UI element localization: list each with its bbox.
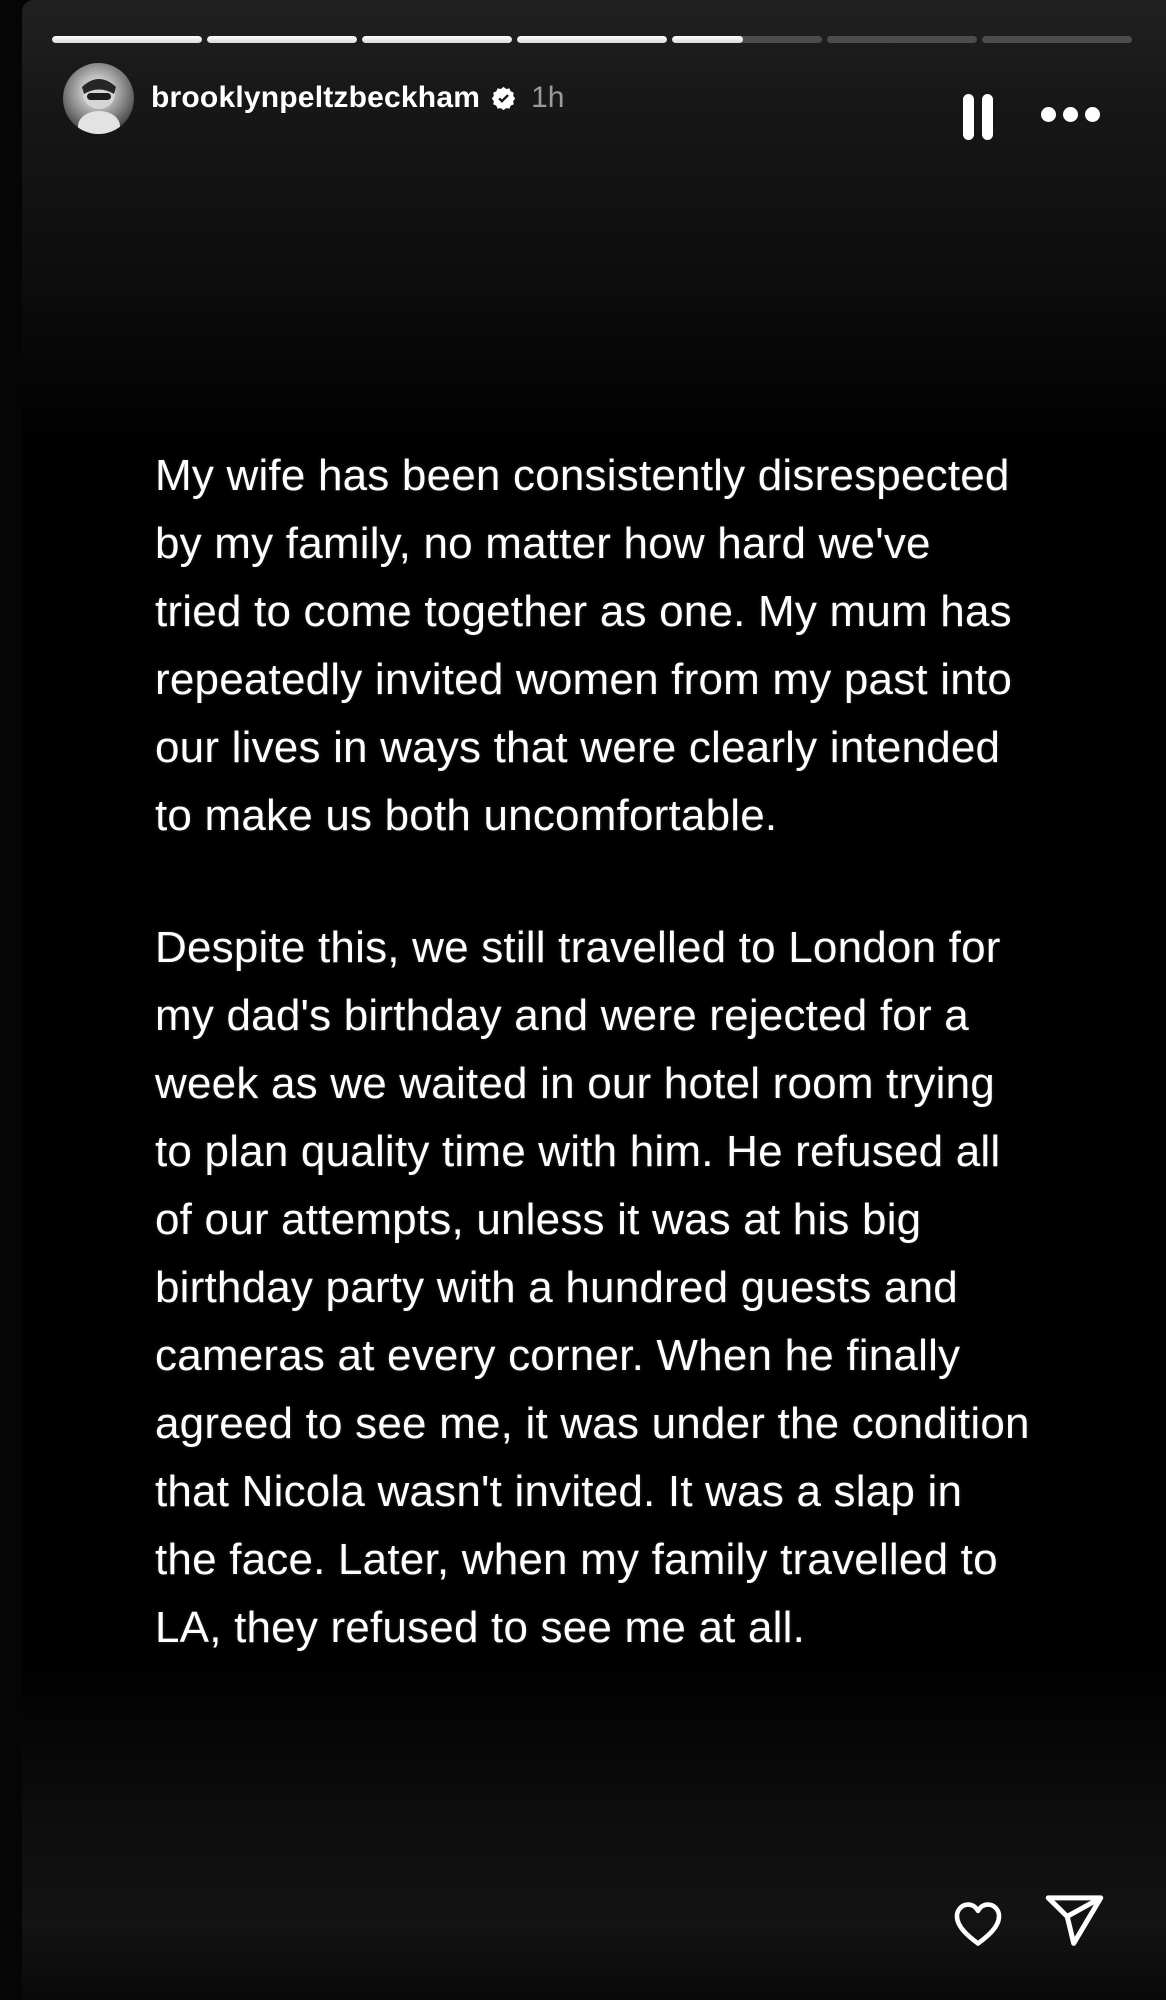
avatar[interactable] [63,63,134,134]
story-text-line: my dad's birthday and were rejected for a [155,991,969,1040]
verified-badge-icon [490,85,517,112]
story-text-line: the face. Later, when my family travelled to [155,1535,998,1584]
story-text [155,442,1075,1662]
story-timestamp: 1h [531,81,565,114]
more-options-icon [1063,107,1078,122]
progress-segment [362,36,512,43]
story-header [63,62,926,134]
story-actions [949,1890,1106,1956]
story-progress-bar [52,36,1132,43]
username[interactable]: brooklynpeltzbeckham [151,81,481,114]
story-text-line: to plan quality time with him. He refused all [155,1127,1001,1176]
pause-icon [982,94,993,140]
story-text-line: that Nicola wasn't invited. It was a slap in [155,1467,963,1516]
story-text-line: of our attempts, unless it was at his big [155,1195,922,1244]
story-text-line: by my family, no matter how hard we've [155,519,931,568]
like-button[interactable] [949,1893,1007,1954]
pause-icon [963,94,974,140]
share-button[interactable] [1043,1890,1106,1956]
story-text-line: birthday party with a hundred guests and [155,1263,958,1312]
progress-segment [52,36,202,43]
story-text-line: My wife has been consistently disrespected [155,451,1010,500]
paper-plane-icon [1043,1890,1106,1953]
progress-segment [982,36,1132,43]
more-options-icon [1041,107,1056,122]
story-text-line: week as we waited in our hotel room trying [155,1059,995,1108]
story-text-line: cameras at every corner. When he finally [155,1331,961,1380]
more-options-icon [1085,107,1100,122]
story-text-line: Despite this, we still travelled to London for [155,923,1001,972]
progress-segment [517,36,667,43]
story-text-line: our lives in ways that were clearly intended [155,723,1001,772]
story-text-line: LA, they refused to see me at all. [155,1603,806,1652]
progress-segment [207,36,357,43]
story-paragraph [155,914,1075,1662]
story-text-line: tried to come together as one. My mum has [155,587,1012,636]
heart-icon [949,1893,1007,1951]
story-card[interactable] [22,0,1166,2000]
story-text-line: to make us both uncomfortable. [155,791,778,840]
more-options-button[interactable] [1041,107,1100,122]
pause-button[interactable] [963,94,993,140]
progress-segment [672,36,822,43]
story-text-line: agreed to see me, it was under the condition [155,1399,1030,1448]
story-text-line: repeatedly invited women from my past into [155,655,1013,704]
story-paragraph [155,442,1075,850]
progress-segment [827,36,977,43]
avatar-portrait [63,63,134,134]
